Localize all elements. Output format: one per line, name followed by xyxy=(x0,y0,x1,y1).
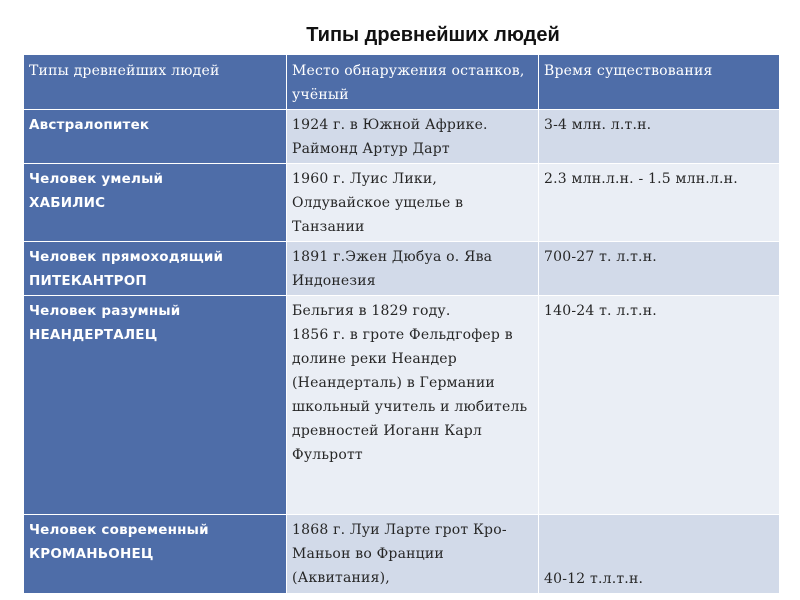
row-place: 1960 г. Луис Лики, Олдувайское ущелье в Танзании xyxy=(287,164,539,242)
row-name: Человек прямоходящий ПИТЕКАНТРОП xyxy=(24,242,287,296)
row-time: 2.3 млн.л.н. - 1.5 млн.л.н. xyxy=(539,164,780,242)
table-row xyxy=(24,242,780,296)
header-time: Время существования xyxy=(539,55,780,110)
row-place: 1868 г. Луи Ларте грот Кро-Маньон во Франции (Аквитания), xyxy=(287,515,539,594)
header-place: Место обнаружения останков, учёный xyxy=(287,55,539,110)
row-place: 1891 г.Эжен Дюбуа о. Ява Индонезия xyxy=(287,242,539,296)
row-name: Человек умелый ХАБИЛИС xyxy=(24,164,287,242)
table-row xyxy=(24,110,780,164)
row-time: 140-24 т. л.т.н. xyxy=(539,296,780,515)
row-place: Бельгия в 1829 году. 1856 г. в гроте Фельдгофер в долине реки Неандер (Неандерталь) в Германии школьный учитель и любитель древностей Иоганн Карл Фульротт xyxy=(287,296,539,515)
ancient-humans-table xyxy=(23,54,780,594)
table-header-row xyxy=(24,55,780,110)
row-name: Австралопитек xyxy=(24,110,287,164)
row-time: 700-27 т. л.т.н. xyxy=(539,242,780,296)
table-row xyxy=(24,164,780,242)
row-place: 1924 г. в Южной Африке. Раймонд Артур Дарт xyxy=(287,110,539,164)
page-title: Типы древнейших людей xyxy=(306,24,560,46)
header-type: Типы древнейших людей xyxy=(24,55,287,110)
table-row xyxy=(24,296,780,515)
row-name: Человек современный КРОМАНЬОНЕЦ xyxy=(24,515,287,594)
row-time: 40-12 т.л.т.н. xyxy=(539,515,780,594)
row-name: Человек разумный НЕАНДЕРТАЛЕЦ xyxy=(24,296,287,515)
table-row xyxy=(24,515,780,594)
row-time: 3-4 млн. л.т.н. xyxy=(539,110,780,164)
